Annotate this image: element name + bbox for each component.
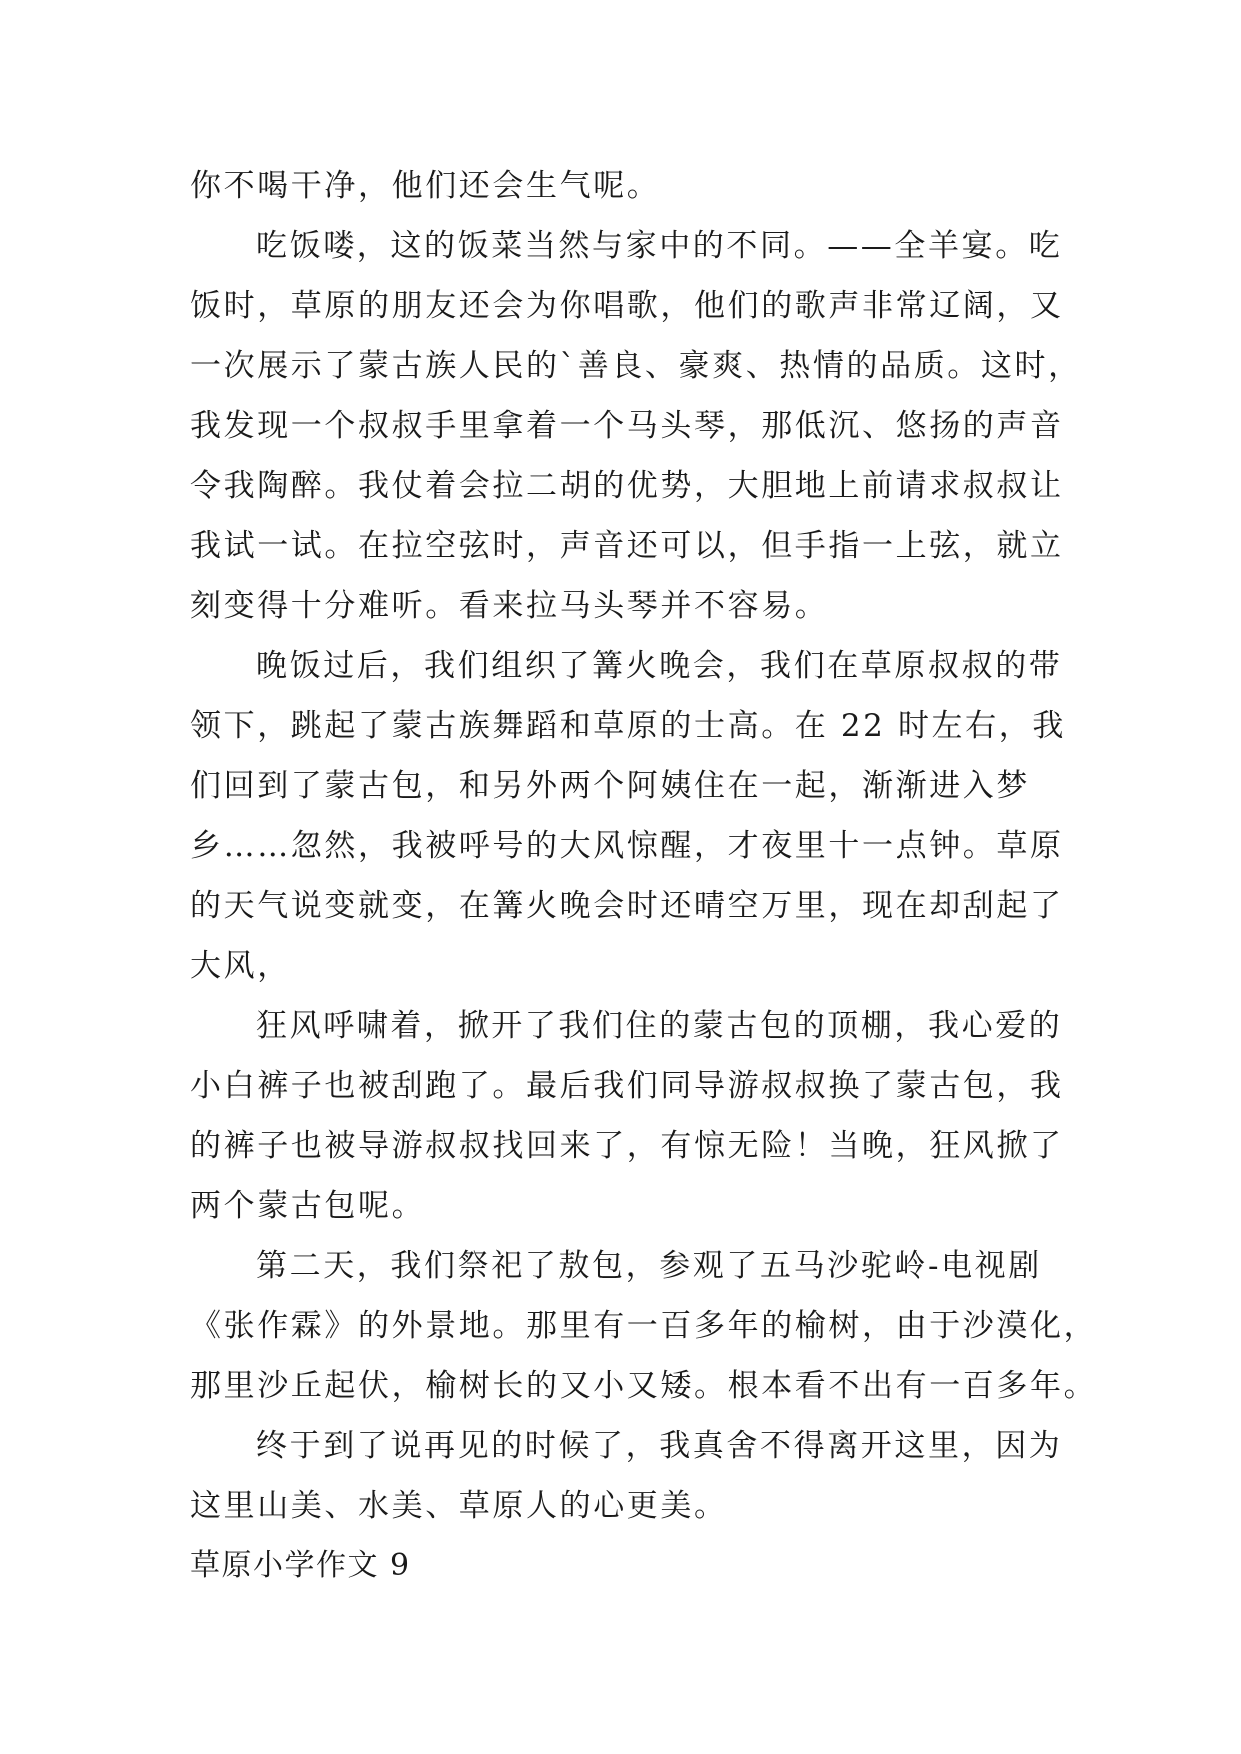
text-line: 小白裤子也被刮跑了。最后我们同导游叔叔换了蒙古包，我 [190,1068,1064,1104]
text-line: 两个蒙古包呢。 [190,1188,426,1224]
text-line: 我发现一个叔叔手里拿着一个马头琴，那低沉、悠扬的声音 [190,408,1064,444]
text-line: 你不喝干净，他们还会生气呢。 [190,168,661,204]
text-line: 的天气说变就变，在篝火晚会时还晴空万里，现在却刮起了 [190,888,1064,924]
text-line: 大风， [190,948,291,984]
text-line: 那里沙丘起伏，榆树长的又小又矮。根本看不出有一百多年。 [190,1368,1098,1404]
text-line: 这里山美、水美、草原人的心更美。 [190,1488,728,1524]
text-line: 饭时，草原的朋友还会为你唱歌，他们的歌声非常辽阔，又 [190,288,1064,324]
text-line: 我试一试。在拉空弦时，声音还可以，但手指一上弦，就立 [190,528,1064,564]
paragraph-first-line: 吃饭喽，这的饭菜当然与家中的不同。——全羊宴。吃 [256,228,1063,264]
text-line: 乡……忽然，我被呼号的大风惊醒，才夜里十一点钟。草原 [190,828,1064,864]
paragraph-first-line: 狂风呼啸着，掀开了我们住的蒙古包的顶棚，我心爱的 [256,1008,1063,1044]
text-line: 令我陶醉。我仗着会拉二胡的优势，大胆地上前请求叔叔让 [190,468,1064,504]
text-line: 《张作霖》的外景地。那里有一百多年的榆树，由于沙漠化， [190,1308,1098,1344]
section-heading: 草原小学作文 9 [190,1548,411,1583]
paragraph-first-line: 第二天，我们祭祀了敖包，参观了五马沙驼岭-电视剧 [256,1248,1042,1284]
text-line: 一次展示了蒙古族人民的`善良、豪爽、热情的品质。这时， [190,348,1082,384]
text-line: 们回到了蒙古包，和另外两个阿姨住在一起，渐渐进入梦 [190,768,1030,804]
paragraph-first-line: 终于到了说再见的时候了，我真舍不得离开这里，因为 [256,1428,1063,1464]
text-line: 领下，跳起了蒙古族舞蹈和草原的士高。在 22 时左右，我 [190,708,1066,744]
text-line: 刻变得十分难听。看来拉马头琴并不容易。 [190,588,829,624]
paragraph-first-line: 晚饭过后，我们组织了篝火晚会，我们在草原叔叔的带 [256,648,1063,684]
text-line: 的裤子也被导游叔叔找回来了，有惊无险！当晚，狂风掀了 [190,1128,1064,1164]
